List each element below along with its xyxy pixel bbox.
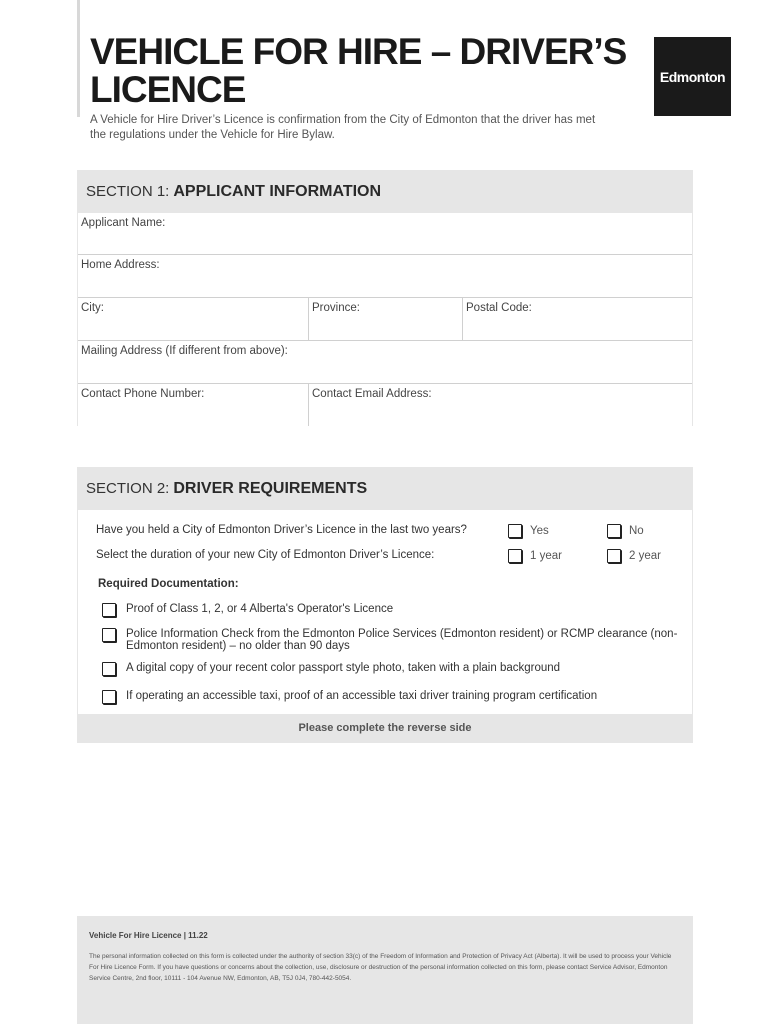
section-number: SECTION 2: bbox=[86, 480, 170, 497]
required-documentation-title: Required Documentation: bbox=[98, 578, 239, 590]
postal-code-field[interactable]: Postal Code: bbox=[462, 298, 692, 340]
section-heading bbox=[77, 170, 693, 213]
form-code: Vehicle For Hire Licence | 11.22 bbox=[89, 931, 208, 940]
question-text: Have you held a City of Edmonton Driver’s Licence in the last two years? bbox=[96, 524, 467, 536]
option-label: 1 year bbox=[530, 550, 562, 562]
section-name: APPLICANT INFORMATION bbox=[173, 182, 382, 200]
question-duration bbox=[96, 549, 684, 567]
option-label: 2 year bbox=[629, 550, 661, 562]
section-name: DRIVER REQUIREMENTS bbox=[173, 479, 368, 497]
doc-label: A digital copy of your recent color passport style photo, taken with a plain background bbox=[126, 662, 561, 674]
option-2-year[interactable] bbox=[607, 549, 661, 563]
section-heading bbox=[77, 467, 693, 510]
question-text: Select the duration of your new City of Edmonton Driver’s Licence: bbox=[96, 549, 435, 561]
section-driver-requirements bbox=[77, 467, 693, 743]
city-logo bbox=[654, 37, 731, 116]
province-field[interactable]: Province: bbox=[308, 298, 462, 340]
city-field[interactable]: City: bbox=[81, 302, 104, 314]
logo-text: Edmonton bbox=[659, 68, 726, 85]
mailing-address-field[interactable]: Mailing Address (If different from above): bbox=[81, 345, 288, 357]
row-home-address bbox=[78, 254, 692, 297]
row-mailing-address bbox=[78, 340, 692, 383]
option-1-year[interactable] bbox=[508, 549, 562, 563]
privacy-notice: The personal information collected on this form is collected under the authority of section 33(c) of the Freedom of Information and Protection of Privacy Act (Alberta). It will be used to process your Vehicle For Hire Licence Form. If you have questions or concerns about the collection, use, disclosure or destruction of the personal information collected on this form, please contact Service Advisor, Edmonton Service Centre, 2nd floor, 10111 - 104 Avenue NW, Edmonton, AB, T5J 0J4, 780-442-5054. bbox=[89, 953, 672, 982]
checkbox-icon[interactable] bbox=[508, 524, 522, 538]
doc-item-licence[interactable] bbox=[102, 603, 680, 617]
email-field[interactable]: Contact Email Address: bbox=[308, 384, 692, 426]
option-label: No bbox=[629, 525, 644, 537]
section-applicant-information bbox=[77, 170, 693, 426]
home-address-field[interactable]: Home Address: bbox=[81, 259, 160, 271]
doc-label: If operating an accessible taxi, proof of an accessible taxi driver training program certification bbox=[126, 690, 598, 702]
option-no[interactable] bbox=[607, 524, 644, 538]
doc-item-police-check[interactable] bbox=[102, 628, 680, 652]
doc-label: Police Information Check from the Edmonton Police Services (Edmonton resident) or RCMP clearance (non-Edmonton resident) – no older than 90 days bbox=[126, 628, 678, 652]
section-number: SECTION 1: bbox=[86, 183, 170, 200]
checkbox-icon[interactable] bbox=[102, 662, 116, 676]
page-title: VEHICLE FOR HIRE – DRIVER’S LICENCE bbox=[90, 31, 627, 110]
checkbox-icon[interactable] bbox=[607, 524, 621, 538]
applicant-fields bbox=[78, 213, 692, 426]
option-label: Yes bbox=[530, 525, 549, 537]
doc-item-photo[interactable] bbox=[102, 662, 680, 676]
doc-label: Proof of Class 1, 2, or 4 Alberta's Operator's Licence bbox=[126, 603, 394, 615]
footer bbox=[77, 916, 693, 1024]
row-applicant-name bbox=[78, 213, 692, 254]
checkbox-icon[interactable] bbox=[102, 603, 116, 617]
question-held-licence bbox=[96, 524, 684, 542]
option-yes[interactable] bbox=[508, 524, 549, 538]
complete-reverse-note: Please complete the reverse side bbox=[298, 722, 472, 734]
checkbox-icon[interactable] bbox=[102, 690, 116, 704]
checkbox-icon[interactable] bbox=[102, 628, 116, 642]
checkbox-icon[interactable] bbox=[508, 549, 522, 563]
intro-text: A Vehicle for Hire Driver’s Licence is confirmation from the City of Edmonton that the driver has met the regulations under the Vehicle for Hire Bylaw. bbox=[90, 114, 596, 141]
requirements-body bbox=[78, 510, 692, 714]
phone-field[interactable]: Contact Phone Number: bbox=[81, 388, 205, 400]
row-city-province-postal bbox=[78, 297, 692, 340]
header-rule bbox=[77, 0, 80, 117]
row-contact bbox=[78, 383, 692, 426]
doc-item-accessible-taxi[interactable] bbox=[102, 690, 680, 704]
checkbox-icon[interactable] bbox=[607, 549, 621, 563]
applicant-name-field[interactable]: Applicant Name: bbox=[81, 217, 166, 229]
